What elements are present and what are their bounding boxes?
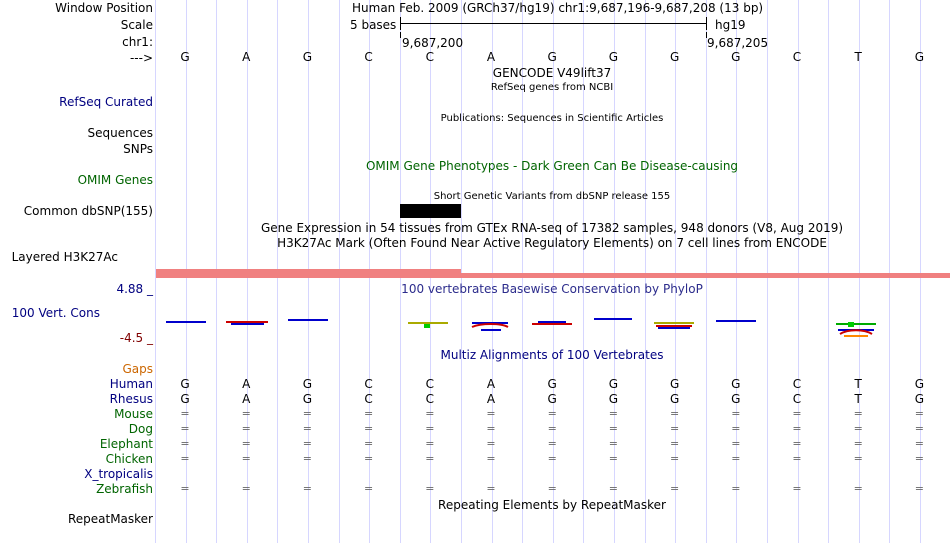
alignment-base: = <box>425 482 435 495</box>
repeatmasker-label[interactable]: RepeatMasker <box>67 512 153 526</box>
alignment-base: = <box>302 407 312 420</box>
alignment-base: = <box>669 422 680 435</box>
sequence-base: G <box>914 50 925 64</box>
alignment-base: = <box>180 437 190 450</box>
sequences-label[interactable]: Sequences <box>87 126 153 140</box>
alignment-base: = <box>669 437 680 450</box>
alignment-base: = <box>731 407 741 420</box>
snps-label[interactable]: SNPs <box>123 142 153 156</box>
strand-arrow-label[interactable]: ---> <box>129 51 153 65</box>
alignment-base: G <box>608 377 619 391</box>
alignment-base: = <box>853 482 863 495</box>
scale-bar-right-tick <box>706 17 707 30</box>
db-label: hg19 <box>715 18 746 32</box>
species-label[interactable]: Human <box>109 377 153 391</box>
alignment-base: T <box>854 392 862 406</box>
alignment-base: = <box>363 482 374 495</box>
grid-line <box>828 0 829 543</box>
h3k27ac-signal-bar[interactable] <box>156 269 461 278</box>
publications-track-title[interactable]: Publications: Sequences in Scientific Articles <box>440 113 664 124</box>
alignment-base: = <box>425 437 435 450</box>
alignment-base: = <box>180 452 190 465</box>
alignment-base: G <box>731 392 741 406</box>
position-2: 9,687,205 <box>707 36 769 50</box>
scale-label: Scale <box>120 18 153 32</box>
alignment-base: = <box>608 437 618 450</box>
grid-line <box>645 0 646 543</box>
alignment-base: = <box>914 482 924 495</box>
alignment-base: = <box>425 407 435 420</box>
alignment-base: G <box>914 392 925 406</box>
alignment-base: G <box>547 392 557 406</box>
alignment-base: = <box>547 482 557 495</box>
omim-track-title[interactable]: OMIM Gene Phenotypes - Dark Green Can Be Disease-causing <box>365 159 739 173</box>
gaps-label[interactable]: Gaps <box>122 362 153 376</box>
dbsnp-track-title[interactable]: Short Genetic Variants from dbSNP release 155 <box>433 191 671 202</box>
alignment-base: = <box>486 437 496 450</box>
vert-cons-label[interactable]: 100 Vert. Cons <box>11 306 100 320</box>
sequence-base: C <box>364 50 373 64</box>
alignment-base: = <box>363 422 374 435</box>
common-dbsnp-label[interactable]: Common dbSNP(155) <box>23 204 153 218</box>
alignment-base: = <box>302 482 312 495</box>
alignment-base: = <box>486 407 496 420</box>
sequence-base: C <box>792 50 802 64</box>
alignment-base: = <box>792 407 802 420</box>
alignment-base: = <box>363 452 374 465</box>
scale-bar <box>400 23 706 24</box>
grid-line <box>767 0 768 543</box>
alignment-base: A <box>242 392 251 406</box>
alignment-base: = <box>914 422 924 435</box>
alignment-base: = <box>363 437 374 450</box>
species-label[interactable]: Elephant <box>99 437 153 451</box>
alignment-base: = <box>853 452 863 465</box>
cons-max-label: 4.88 _ <box>116 282 153 296</box>
alignment-base: = <box>792 452 802 465</box>
h3k27ac-track-title[interactable]: H3K27Ac Mark (Often Found Near Active Regulatory Elements) on 7 cell lines from ENCODE <box>277 236 827 250</box>
alignment-base: = <box>914 437 924 450</box>
alignment-base: = <box>853 437 863 450</box>
layered-h3k27ac-label[interactable]: Layered H3K27Ac <box>11 250 118 264</box>
sequence-base: A <box>486 50 496 64</box>
cons-min-label: -4.5 _ <box>119 331 153 345</box>
alignment-base: = <box>914 452 924 465</box>
alignment-base: C <box>425 392 434 406</box>
alignment-base: = <box>425 422 435 435</box>
track-area[interactable] <box>156 0 950 543</box>
alignment-base: C <box>364 377 373 391</box>
chrom-label: chr1: <box>122 35 153 49</box>
alignment-base: = <box>425 452 435 465</box>
alignment-base: C <box>425 377 434 391</box>
alignment-base: = <box>853 422 863 435</box>
alignment-base: = <box>486 482 496 495</box>
species-label[interactable]: Dog <box>128 422 153 436</box>
alignment-base: G <box>302 377 313 391</box>
alignment-base: = <box>180 482 190 495</box>
sequence-base: G <box>669 50 680 64</box>
omim-genes-label[interactable]: OMIM Genes <box>77 173 153 187</box>
species-label[interactable]: Rhesus <box>109 392 153 406</box>
repeatmasker-track-title[interactable]: Repeating Elements by RepeatMasker <box>438 498 666 512</box>
alignment-base: = <box>241 452 251 465</box>
alignment-base: = <box>608 452 618 465</box>
alignment-base: = <box>792 422 802 435</box>
sequence-base: T <box>854 50 862 64</box>
grid-line <box>889 0 890 543</box>
alignment-base: = <box>302 422 312 435</box>
phylop-conservation-plot[interactable] <box>156 312 950 342</box>
alignment-base: = <box>731 482 741 495</box>
alignment-base: = <box>914 407 924 420</box>
dbsnp-variant-block[interactable] <box>400 204 461 218</box>
species-label[interactable]: Chicken <box>105 452 153 466</box>
phylop-track-title[interactable]: 100 vertebrates Basewise Conservation by PhyloP <box>401 282 703 296</box>
alignment-base: G <box>914 377 925 391</box>
species-label[interactable]: X_tropicalis <box>84 467 153 481</box>
species-label[interactable]: Mouse <box>114 407 153 421</box>
alignment-base: = <box>180 407 190 420</box>
alignment-base: C <box>792 392 802 406</box>
alignment-base: G <box>180 377 190 391</box>
sequence-base: G <box>547 50 557 64</box>
refseq-curated-label[interactable]: RefSeq Curated <box>59 95 153 109</box>
sequence-base: G <box>180 50 190 64</box>
alignment-base: G <box>180 392 190 406</box>
refseq-track-subtitle: RefSeq genes from NCBI <box>490 82 614 93</box>
alignment-base: = <box>486 452 496 465</box>
scale-text: 5 bases <box>350 18 397 32</box>
sequence-base: G <box>731 50 741 64</box>
alignment-base: G <box>669 392 680 406</box>
alignment-base: G <box>608 392 619 406</box>
alignment-base: = <box>669 482 680 495</box>
alignment-base: = <box>792 482 802 495</box>
alignment-base: A <box>486 377 496 391</box>
alignment-base: = <box>608 422 618 435</box>
alignment-base: = <box>241 482 251 495</box>
alignment-base: = <box>302 437 312 450</box>
alignment-base: = <box>486 422 496 435</box>
alignment-base: C <box>792 377 802 391</box>
alignment-base: G <box>669 377 680 391</box>
alignment-base: = <box>669 452 680 465</box>
alignment-base: G <box>302 392 313 406</box>
assembly-position: Human Feb. 2009 (GRCh37/hg19) chr1:9,687,196-9,687,208 (13 bp) <box>352 1 764 15</box>
alignment-base: = <box>180 422 190 435</box>
pos1-tick <box>400 32 401 38</box>
alignment-base: = <box>302 452 312 465</box>
alignment-base: T <box>854 377 862 391</box>
alignment-base: C <box>364 392 373 406</box>
alignment-base: = <box>669 407 680 420</box>
alignment-base: = <box>853 407 863 420</box>
alignment-base: = <box>241 407 251 420</box>
alignment-base: = <box>731 437 741 450</box>
gencode-track-title[interactable]: GENCODE V49lift37 <box>492 66 612 80</box>
window-position-label: Window Position <box>55 1 153 15</box>
alignment-base: = <box>547 422 557 435</box>
sequence-base: A <box>242 50 251 64</box>
alignment-base: = <box>608 407 618 420</box>
h3k27ac-signal-bar-right[interactable] <box>461 273 950 278</box>
alignment-base: = <box>547 452 557 465</box>
position-1: 9,687,200 <box>402 36 464 50</box>
alignment-base: = <box>547 407 557 420</box>
sequence-base: C <box>425 50 434 64</box>
alignment-base: = <box>792 437 802 450</box>
alignment-base: = <box>241 422 251 435</box>
alignment-base: G <box>547 377 557 391</box>
multiz-track-title[interactable]: Multiz Alignments of 100 Vertebrates <box>440 348 664 362</box>
grid-line <box>461 0 462 543</box>
track-label-column <box>0 0 155 543</box>
alignment-base: = <box>731 452 741 465</box>
gtex-track-title[interactable]: Gene Expression in 54 tissues from GTEx RNA-seq of 17382 samples, 948 donors (V8, Aug 2019) <box>260 221 844 235</box>
alignment-base: A <box>242 377 251 391</box>
grid-line <box>706 0 707 543</box>
sequence-base: G <box>302 50 313 64</box>
alignment-base: = <box>363 407 374 420</box>
alignment-base: = <box>608 482 618 495</box>
alignment-base: = <box>731 422 741 435</box>
alignment-base: = <box>241 437 251 450</box>
alignment-base: = <box>547 437 557 450</box>
sequence-base: G <box>608 50 619 64</box>
alignment-base: G <box>731 377 741 391</box>
alignment-base: A <box>486 392 496 406</box>
species-label[interactable]: Zebrafish <box>96 482 153 496</box>
